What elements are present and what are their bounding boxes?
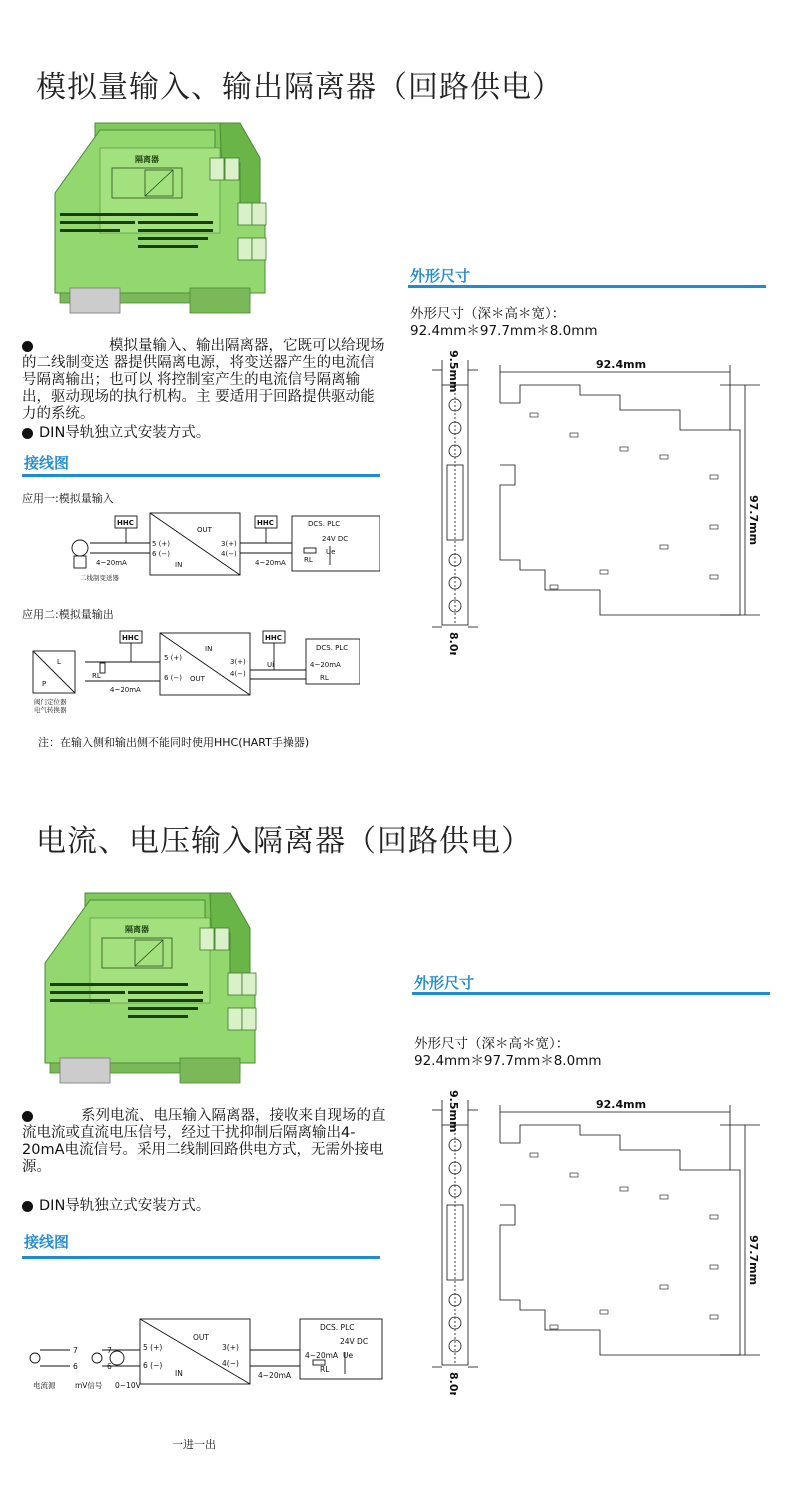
current-source-label: 电流源 xyxy=(33,1381,56,1390)
section1-wiring-title: 接线图 xyxy=(24,454,70,472)
terminal-4: 4(−) xyxy=(230,670,246,678)
out-label: OUT xyxy=(193,1333,209,1342)
hhc-label: HHC xyxy=(117,519,134,527)
converter-label: 电气转换器 xyxy=(34,706,67,714)
bullet-icon xyxy=(22,1111,33,1122)
terminal-4: 4(−) xyxy=(222,1359,239,1368)
dim-width-label: 92.4mm xyxy=(596,358,647,371)
wiring-diagram-section2 xyxy=(15,1316,385,1396)
terminal-6b: 6 xyxy=(73,1362,78,1371)
current-label: 4~20mA xyxy=(255,559,286,567)
app2-label: 应用二:模拟量输出 xyxy=(22,608,114,621)
current-label: 4~20mA xyxy=(305,1351,339,1360)
app1-label: 应用一:模拟量输入 xyxy=(22,492,114,505)
dim-bottom-label: 8.0mm xyxy=(447,632,460,655)
terminal-5: 5 (+) xyxy=(152,540,171,548)
section2-dim-text1: 外形尺寸（深＊高＊宽）： xyxy=(414,1036,570,1052)
out-label: OUT xyxy=(190,675,205,683)
dim-bottom-label: 8.0mm xyxy=(447,1372,460,1395)
dim-height-label: 97.7mm xyxy=(747,1235,760,1286)
terminal-7: 7 xyxy=(107,1346,112,1355)
p-label: P xyxy=(42,680,47,688)
terminal-5: 5 (+) xyxy=(143,1343,163,1352)
dcs-label: DCS. PLC xyxy=(320,1323,355,1332)
product-image-2 xyxy=(30,888,280,1088)
section1-description-text: 模拟量输入、输出隔离器，它既可以给现场的二线制变送 器提供隔离电源，将变送器产生的电流信号隔离输出；也可以 将控制室产生的电流信号隔离输出，驱动现场的执行机构。主 要适用于回路提供驱动能力的系统。 xyxy=(22,338,385,422)
rl-label: RL xyxy=(304,556,313,564)
rl-label: RL xyxy=(320,674,329,682)
hhc-label: HHC xyxy=(122,634,139,642)
section2-description-text: 系列电流、电压输入隔离器，接收来自现场的直流电流或直流电压信号，经过干扰抑制后隔离输出4-20mA电流信号。采用二线制回路供电方式，无需外接电源。 xyxy=(22,1108,386,1175)
section1-bullet2 xyxy=(22,425,210,442)
section1-note: 注：在输入侧和输出侧不能同时使用HHC(HART手操器) xyxy=(38,736,310,749)
rl-label: RL xyxy=(320,1365,330,1374)
current-label: 4~20mA xyxy=(110,686,141,694)
transmitter-label: 二线制变送器 xyxy=(80,574,119,582)
section1-description xyxy=(22,338,386,423)
current-label: 4~20mA xyxy=(96,559,127,567)
terminal-5: 5 (+) xyxy=(164,654,183,662)
dcs-label: DCS. PLC xyxy=(316,644,349,652)
dcs-label: DCS. PLC xyxy=(308,520,341,528)
in-label: IN xyxy=(205,645,213,653)
section2-bullet2-text: DIN导轨独立式安装方式。 xyxy=(39,1198,211,1214)
product-label-1: 隔离器 xyxy=(135,155,159,164)
dimension-drawing-2 xyxy=(420,1085,770,1395)
bullet-icon xyxy=(22,341,33,352)
product-label-2: 隔离器 xyxy=(125,925,149,934)
section2-footer: 一进一出 xyxy=(172,1438,216,1451)
valve-label: 阀门定位器 xyxy=(34,698,67,706)
l-label: L xyxy=(57,658,61,666)
v24-label: 24V DC xyxy=(322,535,349,543)
hhc-label: HHC xyxy=(265,634,282,642)
out-label: OUT xyxy=(197,526,212,534)
mv-signal-label: mV信号 xyxy=(75,1381,103,1390)
terminal-4: 4(−) xyxy=(221,550,237,558)
dim-width-label: 92.4mm xyxy=(596,1098,647,1111)
terminal-7: 7 xyxy=(73,1346,78,1355)
ui-label: Ui xyxy=(267,661,275,669)
section1-wiring-divider xyxy=(22,474,380,477)
current-label: 4~20mA xyxy=(258,1371,292,1380)
section2-bullet2 xyxy=(22,1198,210,1215)
section1-title: 模拟量输入、输出隔离器（回路供电） xyxy=(36,70,563,105)
dim-top-label: 9.5mm xyxy=(447,350,460,393)
terminal-6: 6 (−) xyxy=(164,674,183,682)
section1-dim-text2: 92.4mm＊97.7mm＊8.0mm xyxy=(410,323,598,339)
dim-height-label: 97.7mm xyxy=(747,495,760,546)
terminal-6: 6 (−) xyxy=(152,550,171,558)
bullet-icon xyxy=(22,428,33,439)
section2-dim-title: 外形尺寸 xyxy=(414,974,475,992)
product-image-1 xyxy=(40,118,290,318)
section2-dim-text2: 92.4mm＊97.7mm＊8.0mm xyxy=(414,1053,602,1069)
dim-top-label: 9.5mm xyxy=(447,1090,460,1133)
ue-label: Ue xyxy=(343,1351,354,1360)
section1-dim-divider xyxy=(408,285,766,288)
section2-wiring-title: 接线图 xyxy=(24,1233,70,1251)
section2-description xyxy=(22,1108,386,1176)
hhc-label: HHC xyxy=(257,519,274,527)
bullet-icon xyxy=(22,1201,33,1212)
section2-dim-divider xyxy=(412,992,770,995)
terminal-3: 3(+) xyxy=(222,1343,239,1352)
terminal-3: 3(+) xyxy=(221,540,237,548)
dimension-drawing-1 xyxy=(420,345,770,655)
terminal-6: 6 (−) xyxy=(143,1361,163,1370)
v24-label: 24V DC xyxy=(340,1337,369,1346)
section1-bullet2-text: DIN导轨独立式安装方式。 xyxy=(39,425,211,441)
current-label: 4~20mA xyxy=(310,661,341,669)
in-label: IN xyxy=(175,561,183,569)
rl-label: RL xyxy=(92,672,101,680)
terminal-6b: 6 xyxy=(107,1362,112,1371)
section1-dim-text1: 外形尺寸（深＊高＊宽）： xyxy=(410,306,566,322)
section2-wiring-divider xyxy=(22,1256,380,1259)
wiring-diagram-app2 xyxy=(30,626,360,716)
ue-label: Ue xyxy=(326,548,336,556)
terminal-3: 3(+) xyxy=(230,658,246,666)
in-label: IN xyxy=(175,1369,183,1378)
section2-title: 电流、电压输入隔离器（回路供电） xyxy=(36,824,532,859)
wiring-diagram-app1 xyxy=(60,510,380,600)
section1-dim-title: 外形尺寸 xyxy=(410,267,471,285)
voltage-source-label: 0~10V xyxy=(115,1381,141,1390)
